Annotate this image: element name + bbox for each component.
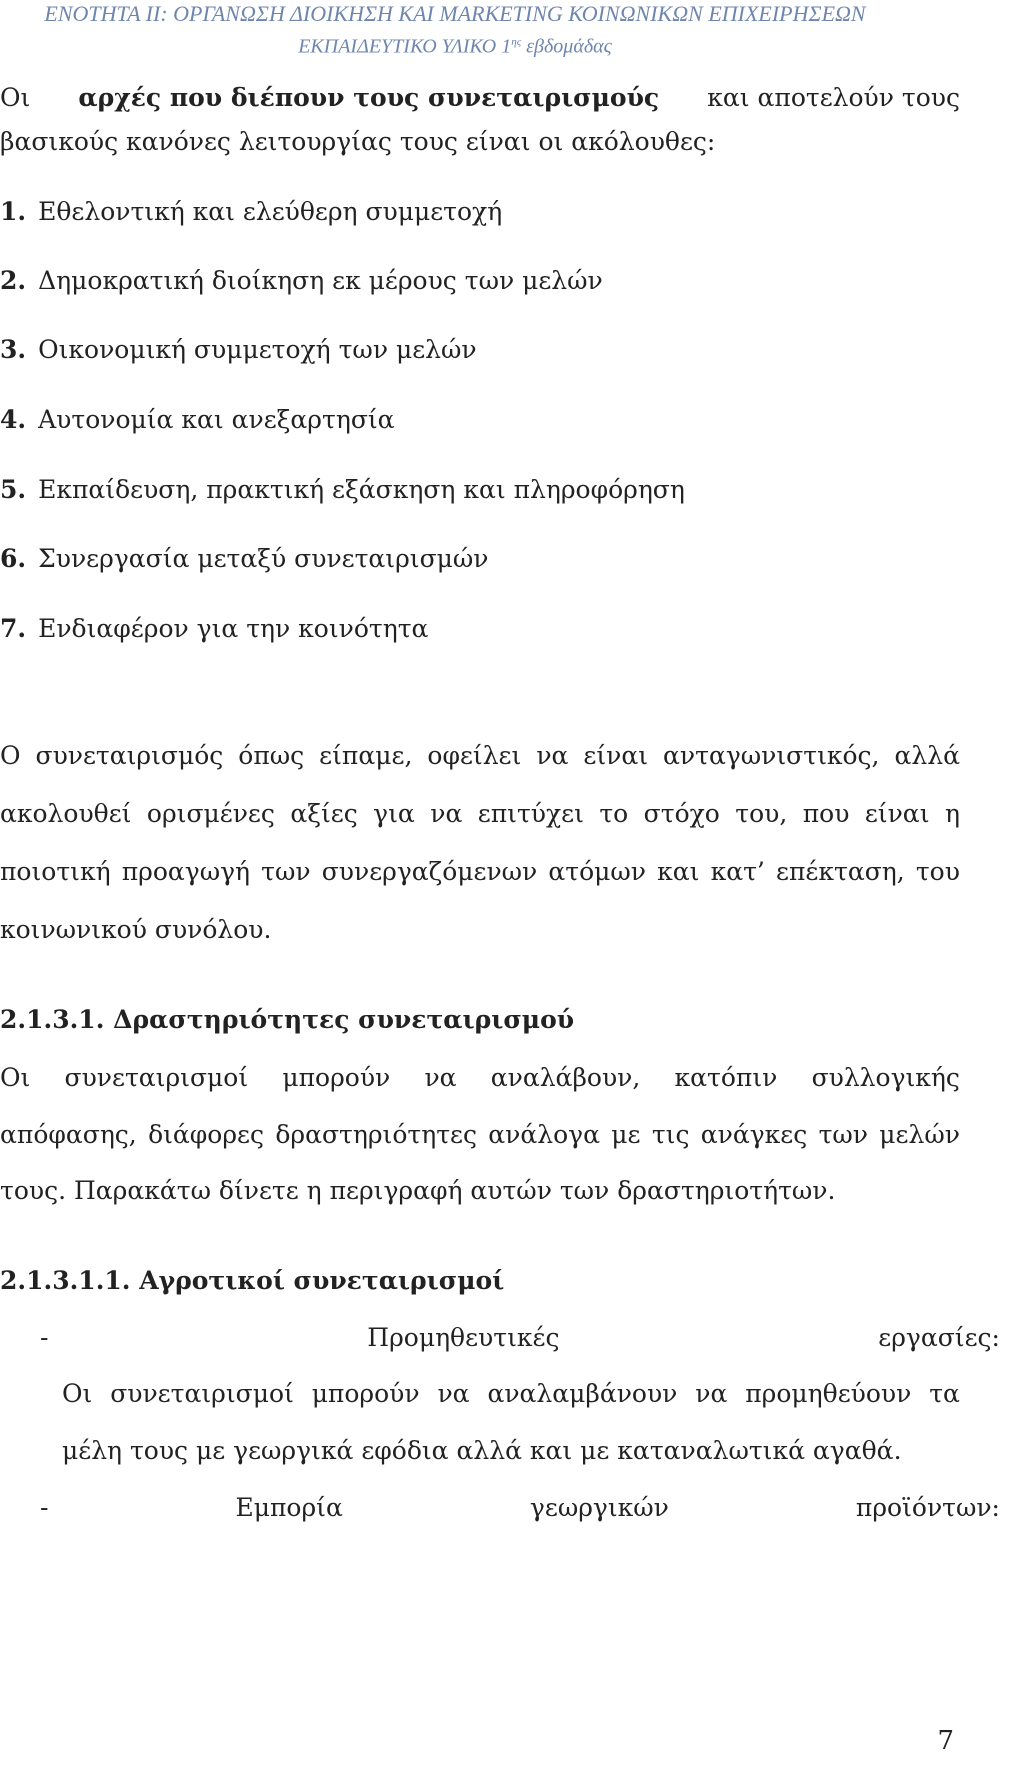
bullet-supply-label: - Προμηθευτικές εργασίες: [40, 1323, 1000, 1352]
list-item-number: 2. [0, 266, 27, 295]
paragraph-1-line: Ο συνεταιρισμός όπως είπαμε, οφείλει να είναι ανταγωνιστικός, αλλά [0, 741, 960, 770]
paragraph-2-line: τους. Παρακάτω δίνετε η περιγραφή αυτών των δραστηριοτήτων. [0, 1176, 836, 1205]
list-item [0, 470, 960, 510]
bullet-supply-line: Οι συνεταιρισμοί μπορούν να αναλαμβάνουν να προμηθεύουν τα [62, 1379, 960, 1408]
list-item-text: Δημοκρατική διοίκηση εκ μέρους των μελών [38, 266, 603, 295]
list-item-number: 6. [0, 544, 27, 573]
header-title: ΕΝΟΤΗΤΑ ΙΙ: ΟΡΓΑΝΩΣΗ ΔΙΟΙΚΗΣΗ ΚΑΙ MARKETING ΚΟΙΝΩΝΙΚΩΝ ΕΠΙΧΕΙΡΗΣΕΩΝ [44, 1, 866, 26]
list-item-number: 1. [0, 197, 27, 226]
intro-line-1 [0, 78, 960, 118]
header-subtitle-prefix: ΕΚΠΑΙΔΕΥΤΙΚΟ ΥΛΙΚΟ 1 [298, 35, 512, 58]
header-subtitle [0, 28, 910, 61]
running-header [0, 0, 910, 61]
list-item-text: Συνεργασία μεταξύ συνεταιρισμών [38, 544, 489, 573]
list-item-text: Αυτονομία και ανεξαρτησία [38, 405, 395, 434]
section-heading-agricultural [0, 1261, 960, 1301]
header-subtitle-suffix: εβδομάδας [526, 35, 612, 58]
list-item-text: Οικονομική συμμετοχή των μελών [38, 335, 477, 364]
section-number: 2.1.3.1. [0, 1005, 105, 1034]
list-item [0, 192, 960, 232]
intro-post: και αποτελούν τους [707, 83, 960, 112]
list-item-number: 3. [0, 335, 27, 364]
bullet-supply-line: μέλη τους με γεωργικά εφόδια αλλά και με καταναλωτικά αγαθά. [62, 1436, 902, 1465]
list-item [0, 400, 960, 440]
bullet-trade-label: - Εμπορία γεωργικών προϊόντων: [40, 1493, 1000, 1522]
list-item [0, 261, 960, 301]
list-item-number: 5. [0, 475, 27, 504]
header-subtitle-sup: ης [511, 36, 522, 48]
section-title: Αγροτικοί συνεταιρισμοί [139, 1266, 505, 1295]
paragraph-1-line: ακολουθεί ορισμένες αξίες για να επιτύχει το στόχο του, που είναι η [0, 799, 960, 828]
list-item-text: Εθελοντική και ελεύθερη συμμετοχή [38, 197, 503, 226]
section-number: 2.1.3.1.1. [0, 1266, 131, 1295]
paragraph-1-line: ποιοτική προαγωγή των συνεργαζόμενων ατόμων και κατ’ επέκταση, του [0, 857, 960, 886]
intro-bold-phrase: αρχές που διέπουν τους συνεταιρισμούς [78, 83, 660, 112]
list-item-text: Ενδιαφέρον για την κοινότητα [38, 614, 429, 643]
list-item [0, 609, 960, 649]
list-item [0, 330, 960, 370]
page-number: 7 [937, 1726, 954, 1756]
paragraph-1-line: κοινωνικού συνόλου. [0, 915, 272, 944]
list-item-text: Εκπαίδευση, πρακτική εξάσκηση και πληροφόρηση [38, 475, 685, 504]
section-heading-activities [0, 1000, 960, 1040]
list-item-number: 4. [0, 405, 27, 434]
list-item-number: 7. [0, 614, 27, 643]
list-item [0, 539, 960, 579]
intro-line-2: βασικούς κανόνες λειτουργίας τους είναι οι ακόλουθες: [0, 127, 716, 156]
section-title: Δραστηριότητες συνεταιρισμού [113, 1005, 575, 1034]
paragraph-2-line: Οι συνεταιρισμοί μπορούν να αναλάβουν, κατόπιν συλλογικής [0, 1063, 960, 1092]
paragraph-2-line: απόφασης, διάφορες δραστηριότητες ανάλογα με τις ανάγκες των μελών [0, 1120, 960, 1149]
intro-pre: Οι [0, 83, 31, 112]
